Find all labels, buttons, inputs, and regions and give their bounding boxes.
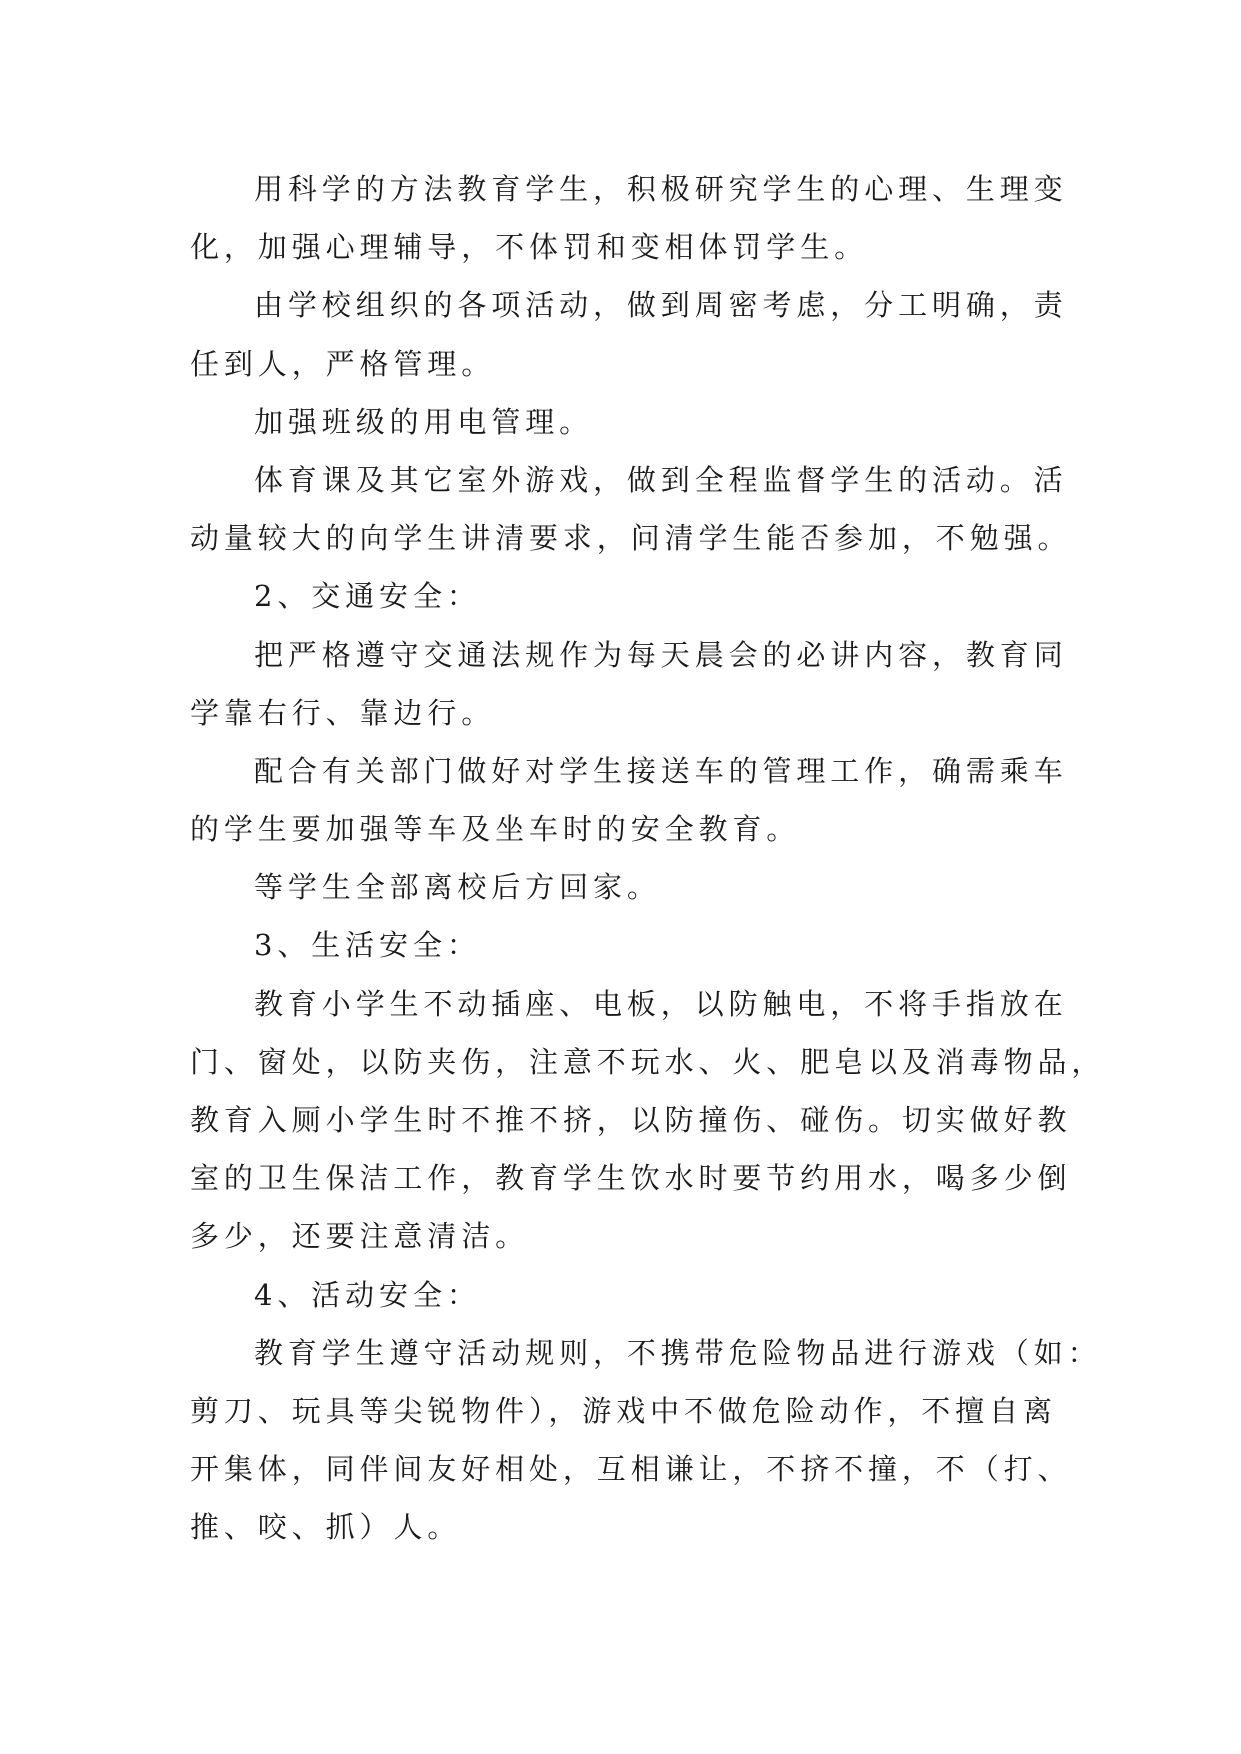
section-heading: 4、活动安全： xyxy=(254,1277,481,1312)
document-body xyxy=(190,160,1106,1557)
text-line: 教育学生遵守活动规则，不携带危险物品进行游戏（如： xyxy=(254,1335,1102,1370)
text-line: 剪刀、玩具等尖锐物件），游戏中不做危险动作，不擅自离 xyxy=(190,1393,1057,1428)
text-line: 动量较大的向学生讲清要求，问清学生能否参加，不勉强。 xyxy=(190,521,1072,556)
text-line: 门、窗处，以防夹伤，注意不玩水、火、肥皂以及消毒物品， xyxy=(190,1044,1106,1079)
text-line: 推、咬、抓）人。 xyxy=(190,1510,462,1545)
text-line: 教育入厕小学生时不推不挤，以防撞伤、碰伤。切实做好教 xyxy=(190,1103,1072,1137)
section-heading: 2、交通安全： xyxy=(254,579,481,614)
text-line: 教育小学生不动插座、电板，以防触电，不将手指放在 xyxy=(254,986,1068,1021)
text-line: 用科学的方法教育学生，积极研究学生的心理、生理变 xyxy=(254,172,1068,206)
text-line: 多少，还要注意清洁。 xyxy=(190,1219,530,1254)
text-line: 开集体，同伴间友好相处，互相谦让，不挤不撞，不（打、 xyxy=(190,1452,1072,1487)
text-line: 由学校组织的各项活动，做到周密考虑，分工明确，责 xyxy=(254,288,1068,323)
text-line: 把严格遵守交通法规作为每天晨会的必讲内容，教育同 xyxy=(254,637,1068,672)
text-line: 等学生全部离校后方回家。 xyxy=(254,870,661,905)
text-line: 配合有关部门做好对学生接送车的管理工作，确需乘车 xyxy=(254,753,1068,788)
text-line: 化，加强心理辅导，不体罚和变相体罚学生。 xyxy=(190,230,869,265)
text-line: 的学生要加强等车及坐车时的安全教育。 xyxy=(190,812,801,847)
text-line: 任到人，严格管理。 xyxy=(190,346,496,381)
text-line: 室的卫生保洁工作，教育学生饮水时要节约用水，喝多少倒 xyxy=(190,1161,1072,1196)
text-line: 学靠右行、靠边行。 xyxy=(190,695,496,730)
section-heading: 3、生活安全： xyxy=(254,928,481,963)
text-line: 加强班级的用电管理。 xyxy=(254,404,594,439)
text-line: 体育课及其它室外游戏，做到全程监督学生的活动。活 xyxy=(254,462,1068,497)
